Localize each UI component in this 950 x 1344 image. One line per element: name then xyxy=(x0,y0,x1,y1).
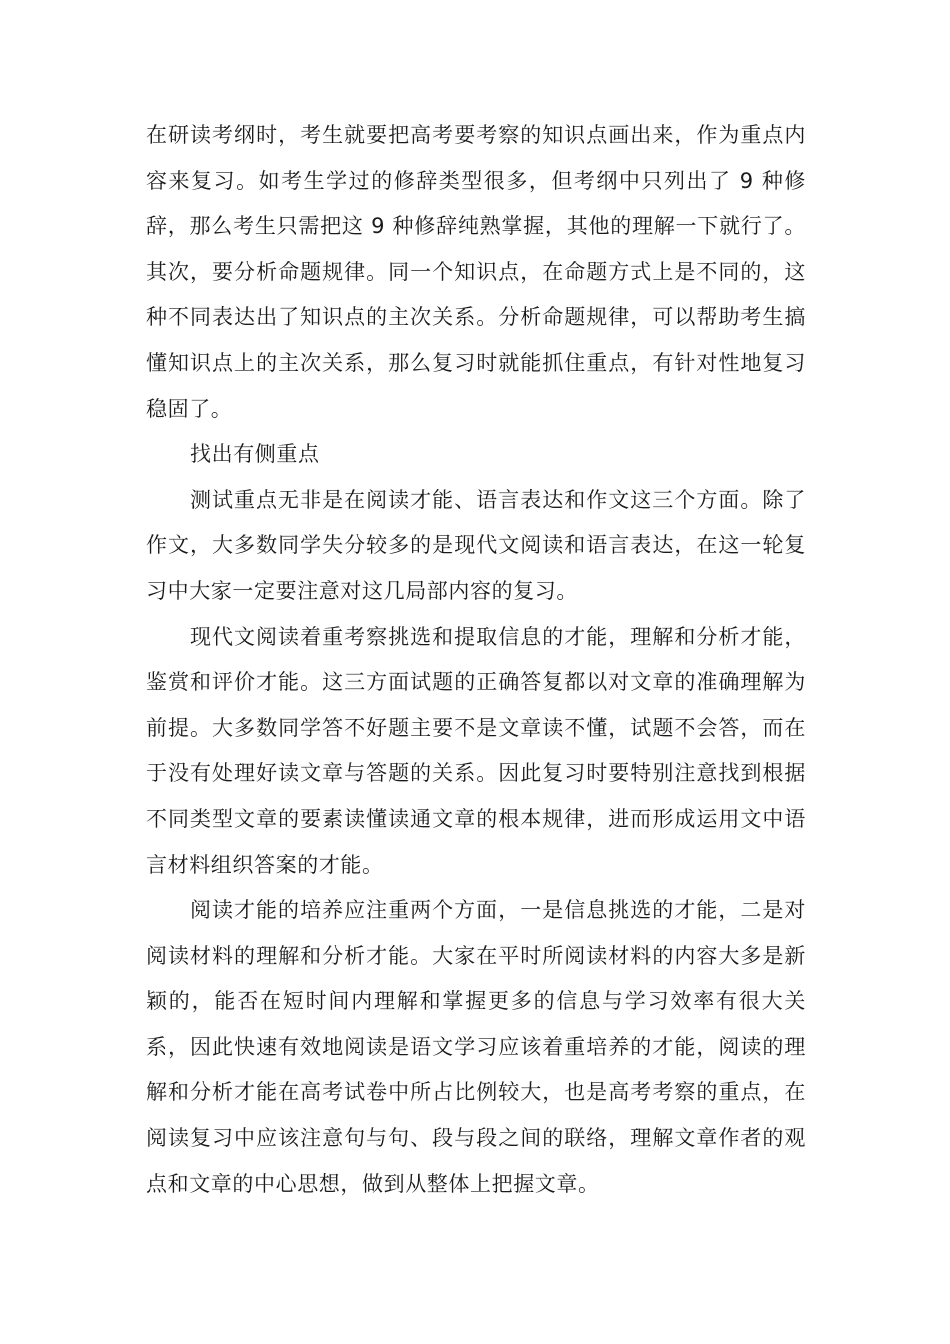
paragraph-modern-reading: 现代文阅读着重考察挑选和提取信息的才能，理解和分析才能，鉴赏和评价才能。这三方面试题的正确答复都以对文章的准确理解为前提。大多数同学答不好题主要不是文章读不懂，试题不会答，而在于没有处理好读文章与答题的关系。因此复习时要特别注意找到根据不同类型文章的要素读懂读通文章的根本规律，进而形成运用文中语言材料组织答案的才能。 xyxy=(146,624,806,877)
section-heading-focus: 找出有侧重点 xyxy=(190,442,320,467)
document-body xyxy=(146,113,806,1207)
paragraph-test-focus: 测试重点无非是在阅读才能、语言表达和作文这三个方面。除了作文，大多数同学失分较多的是现代文阅读和语言表达，在这一轮复习中大家一定要注意对这几局部内容的复习。 xyxy=(146,487,806,603)
paragraph-reading-ability: 阅读才能的培养应注重两个方面，一是信息挑选的才能，二是对阅读材料的理解和分析才能。大家在平时所阅读材料的内容大多是新颖的，能否在短时间内理解和掌握更多的信息与学习效率有很大关系，因此快速有效地阅读是语文学习应该着重培养的才能，阅读的理解和分析才能在高考试卷中所占比例较大，也是高考考察的重点，在阅读复习中应该注意句与句、段与段之间的联络，理解文章作者的观点和文章的中心思想，做到从整体上把握文章。 xyxy=(146,898,806,1196)
paragraph-syllabus-review: 在研读考纲时，考生就要把高考要考察的知识点画出来，作为重点内容来复习。如考生学过的修辞类型很多，但考纲中只列出了 9 种修辞，那么考生只需把这 9 种修辞纯熟掌握，其他的理解一下就行了。其次，要分析命题规律。同一个知识点，在命题方式上是不同的，这种不同表达出了知识点的主次关系。分析命题规律，可以帮助考生搞懂知识点上的主次关系，那么复习时就能抓住重点，有针对性地复习稳固了。 xyxy=(146,123,806,421)
